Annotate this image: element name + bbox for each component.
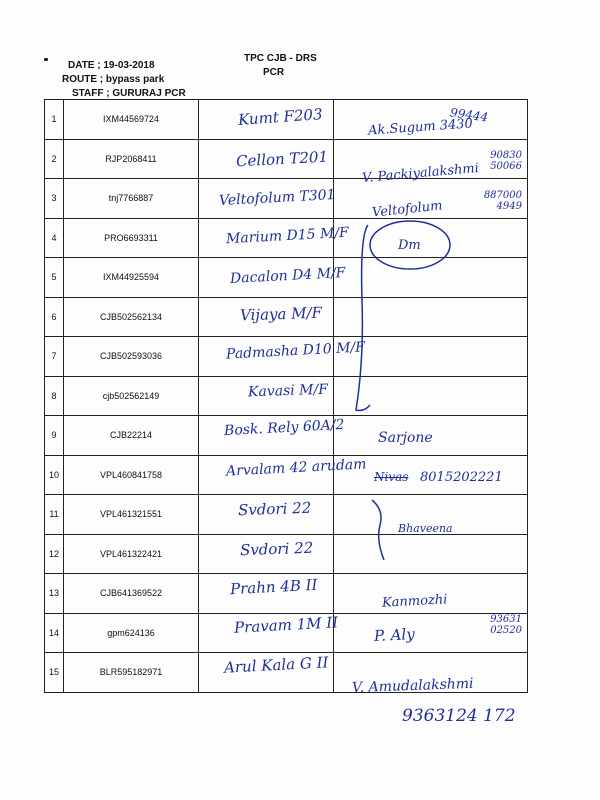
tracking-id: tnj7766887 — [64, 179, 199, 219]
handwritten-destination: Veltofolum T301 — [218, 186, 336, 210]
handwritten-destination: Cellon T201 — [235, 147, 329, 171]
handwritten-phone: 90830 50066 — [490, 150, 522, 172]
handwritten-destination: Arvalam 42 arudam — [225, 456, 367, 480]
signature-cell — [334, 376, 528, 416]
handwritten-phone: 887000 4949 — [483, 190, 522, 212]
tracking-id: RJP2068411 — [64, 139, 199, 179]
handwritten-destination: Pravam 1M II — [233, 613, 339, 637]
scan-speck — [44, 58, 48, 61]
serial-number: 11 — [45, 495, 64, 535]
handwritten-destination: Padmasha D10 M/F — [225, 339, 366, 363]
handwritten-phone: 93631 02520 — [490, 614, 522, 636]
tracking-id: VPL461322421 — [64, 534, 199, 574]
handwritten-destination: Prahn 4B II — [229, 575, 318, 599]
handwritten-phone-note: 9363124 172 — [402, 706, 516, 726]
tracking-id: VPL460841758 — [64, 455, 199, 495]
handwritten-phone: 99444 — [449, 105, 489, 125]
tracking-id: CJB502593036 — [64, 337, 199, 377]
signature-cell — [334, 297, 528, 337]
handwritten-signature: Sarjone — [378, 430, 433, 446]
signature-cell — [334, 258, 528, 298]
tracking-id: CJB22214 — [64, 416, 199, 456]
handwritten-signature: Dm — [398, 238, 421, 253]
handwritten-destination: Bosk. Rely 60A/2 — [223, 416, 345, 440]
serial-number: 6 — [45, 297, 64, 337]
handwritten-destination: Vijaya M/F — [239, 303, 323, 325]
handwritten-signature: V. Amudalakshmi — [351, 675, 474, 697]
handwritten-signature: P. Aly — [373, 624, 416, 646]
serial-number: 7 — [45, 337, 64, 377]
handwritten-destination: Kavasi M/F — [247, 381, 329, 401]
tracking-id: VPL461321551 — [64, 495, 199, 535]
tracking-id: IXM44569724 — [64, 100, 199, 140]
serial-number: 5 — [45, 258, 64, 298]
staff-line: STAFF ; GURURAJ PCR — [72, 88, 186, 99]
serial-number: 9 — [45, 416, 64, 456]
handwritten-phone: 8015202221 — [420, 470, 503, 485]
tracking-id: BLR595182971 — [64, 653, 199, 693]
serial-number: 15 — [45, 653, 64, 693]
serial-number: 1 — [45, 100, 64, 140]
signature-cell — [334, 534, 528, 574]
handwritten-signature: Nivas — [374, 470, 409, 484]
handwritten-destination: Dacalon D4 M/F — [229, 264, 346, 288]
serial-number: 2 — [45, 139, 64, 179]
tracking-id: CJB641369522 — [64, 574, 199, 614]
tracking-id: gpm624136 — [64, 613, 199, 653]
handwritten-signature: Kanmozhi — [381, 592, 448, 611]
handwritten-destination: Marium D15 M/F — [225, 224, 350, 248]
serial-number: 4 — [45, 218, 64, 258]
handwritten-destination: Svdori 22 — [237, 498, 312, 520]
date-line: DATE ; 19-03-2018 — [68, 60, 155, 71]
document-subtitle: PCR — [263, 67, 285, 78]
handwritten-destination: Kumt F203 — [237, 105, 324, 129]
serial-number: 8 — [45, 376, 64, 416]
handwritten-signature: Veltofolum — [371, 198, 444, 221]
tracking-id: CJB502562134 — [64, 297, 199, 337]
tracking-id: PRO6693311 — [64, 218, 199, 258]
serial-number: 10 — [45, 455, 64, 495]
tracking-id: cjb502562149 — [64, 376, 199, 416]
serial-number: 3 — [45, 179, 64, 219]
handwritten-signature: Bhaveena — [398, 522, 453, 535]
serial-number: 12 — [45, 534, 64, 574]
route-line: ROUTE ; bypass park — [62, 74, 165, 85]
serial-number: 14 — [45, 613, 64, 653]
tracking-id: IXM44925594 — [64, 258, 199, 298]
handwritten-destination: Arul Kala G II — [223, 653, 329, 677]
handwritten-signature: Ak.Sugum 3430 — [367, 116, 474, 139]
document-title: TPC CJB - DRS — [244, 53, 317, 64]
serial-number: 13 — [45, 574, 64, 614]
handwritten-signature: V. Packiyalakshmi — [361, 160, 480, 187]
handwritten-destination: Svdori 22 — [239, 538, 314, 560]
signature-cell — [334, 218, 528, 258]
